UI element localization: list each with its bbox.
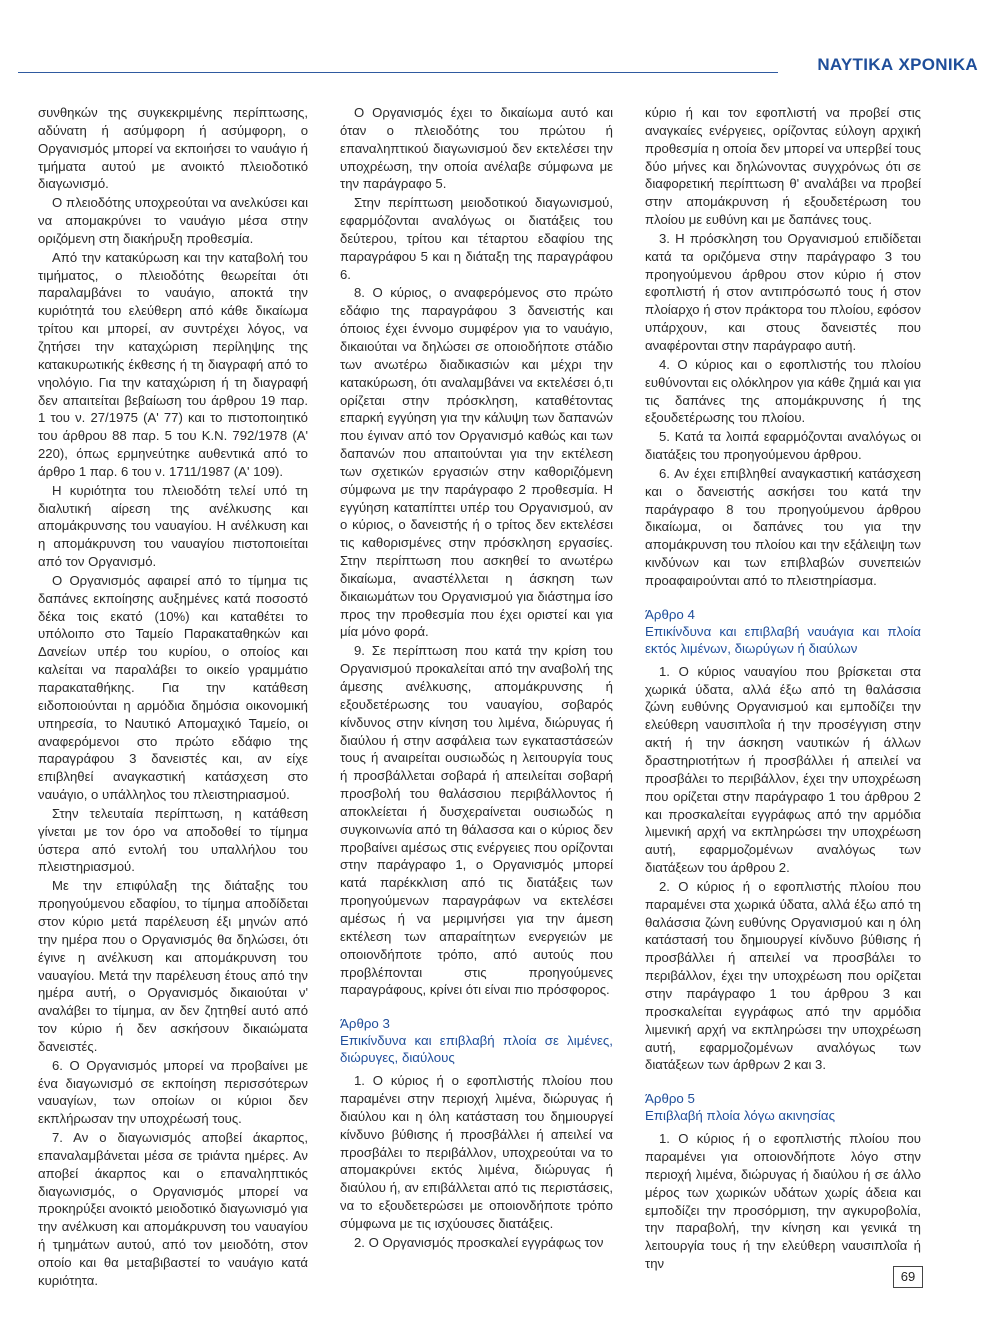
paragraph: 2. Ο Οργανισμός προσκαλεί εγγράφως τον [354,1234,604,1250]
column-2 [340,104,613,1253]
paragraph: Η κυριότητα του πλειοδότη τελεί υπό τη διαλυτική αίρεση της ανέλκυσης και απομάκρυνσης του ναυαγίου. Η ανέλκυση και η απομάκρυνση του ναυαγίου πιστοποιείται από τον Οργανισμό. [38,482,308,570]
paragraph: 1. Ο κύριος ή ο εφοπλιστής πλοίου που παραμένει στην περιοχή λιμένα, διώρυγας ή διαύλου και η όλη κατάσταση του δημιουργεί κίνδυνο βύθισης ή προσβάλλει ή απειλεί να προσβάλει το περιβάλλον, υποχρεούται να το απομακρύνει εκτός λιμένα, διώρυγας ή διαύλου ή, αν επιβάλλεται από τις περιστάσεις, να το εξουδετερώσει με οποιονδήποτε τρόπο σύμφωνα με τις ισχύουσες διατάξεις. [340,1073,613,1231]
article-number: Άρθρο 4 [645,606,695,622]
paragraph: 1. Ο κύριος ή ο εφοπλιστής πλοίου που παραμένει για οποιονδήποτε λόγο στην περιοχή λιμένα, διώρυγας ή διαύλου ή σε άλλο μέρος των χωρικών υδάτων χωρίς άδεια και εμποδίζει την προσόρμιση, την αγκυροβολία, την παραβολή, την κίνηση και γενικά τη λειτουργία τους ή την ελεύθερη ναυσιπλοΐα ή την [645,1131,921,1272]
article-title: Επικίνδυνα και επιβλαβή πλοία σε λιμένες, διώρυγες, διαύλους [340,1033,613,1066]
paragraph: Από την κατακύρωση και την καταβολή του τιμήματος, ο πλειοδότης θεωρείται ότι παραλαμβάνει το ναυάγιο, αποκτά την κυριότητά του ελεύθερη από κάθε δικαίωμα τρίτου και μπορεί, αν συντρέχει λόγος, να ζητήσει την καταχώριση περίληψης της κατακυρωτικής έκθεσης ή τη διαγραφή από το νηολόγιο. Για την καταχώριση ή τη διαγραφή δεν απαιτείται βεβαίωση του άρθρου 19 παρ. 1 του ν. 27/1975 (Α' 77) και το πιστοποιητικό του άρθρου 88 παρ. 5 του Κ.Ν. 792/1978 (Α' 220), όπως ερμηνεύτηκε αυθεντικά από το άρθρο 1 παρ. 6 του ν. 1711/1987 (Α' 109). [38,249,308,479]
paragraph: συνθηκών της συγκεκριμένης περίπτωσης, αδύνατη ή ασύμφορη ή ασύμφορη, ο Οργανισμός μπορεί να εκποιήσει το ναυάγιο ή τμήματα αυτού με ανοικτό πλειοδοτικό διαγωνισμό. [38,105,308,192]
paragraph: 1. Ο κύριος ναυαγίου που βρίσκεται στα χωρικά ύδατα, αλλά έξω από τη θαλάσσια ζώνη ευθύνης Οργανισμού και εμποδίζει την ελεύθερη ναυσιπλοΐα ή την προσέγγιση στην ακτή ή την άσκηση ναυτικών ή άλλων δραστηριοτήτων ή προσβάλλει ή απειλεί να προσβάλει το περιβάλλον, έχει την υποχρέωση που ορίζεται στην παράγραφο 1 του άρθρου 2 και προσκαλείται εγγράφως από την αρμόδια λιμενική αρχή να εκπληρώσει την υποχρέωση αυτή, εφαρμοζομένων αναλόγως των διατάξεων του άρθρου 2. [645,663,921,876]
paragraph: Ο Οργανισμός αφαιρεί από το τίμημα τις δαπάνες εκποίησης αυξημένες κατά ποσοστό δέκα τοις εκατό (10%) και καταθέτει το υπόλοιπο στο Ταμείο Παρακαταθηκών και Δανείων υπέρ του κυρίου, ο οποίος και καλείται να παραλάβει το οικείο γραμμάτιο παρακαταθήκης. Για την κατάθεση ειδοποιούνται η αρμόδια δημόσια οικονομική υπηρεσία, το Ναυτικό Απομαχικό Ταμείο, οι αναφερόμενοι στο πρώτο εδάφιο της παραγράφου 3 δανειστές και, αν είχε επιβληθεί αναγκαστική κατάσχεση στο ναυάγιο, ο υπάλληλος του πλειστηριασμού. [38,572,308,803]
paragraph: 2. Ο κύριος ή ο εφοπλιστής πλοίου που παραμένει στα χωρικά ύδατα, αλλά έξω από τη θαλάσσια ζώνη ευθύνης Οργανισμού και η όλη κατάστασή του δημιουργεί κίνδυνο βύθισης ή προσβάλλει ή απειλεί να προσβάλει το περιβάλλον, έχει την υποχρέωση που ορίζεται στην παράγραφο 1 του άρθρου 3 και προσκαλείται εγγράφως από την αρμόδια λιμενική αρχή να εκπληρώσει την υποχρέωση αυτή, εφαρμοζομένων αναλόγως των διατάξεων των άρθρων 2 και 3. [645,878,921,1073]
paragraph: Στην περίπτωση μειοδοτικού διαγωνισμού, εφαρμόζονται αναλόγως οι διατάξεις του δεύτερου, τρίτου και τέταρτου εδαφίου της παραγράφου 5 και η διάταξη της παραγράφου 6. [340,195,613,282]
magazine-title: ΝΑΥΤΙΚΑ ΧΡΟΝΙΚΑ [817,55,978,74]
header-rule [18,72,778,73]
paragraph: Με την επιφύλαξη της διάταξης του προηγούμενου εδαφίου, το τίμημα αποδίδεται στον κύριο μετά παρέλευση έξι μηνών από την ημέρα που ο Οργανισμός θα δηλώσει, ότι έγινε η ανέλκυση και απομάκρυνση του ναυαγίου. Μετά την παρέλευση έτους από την ημέρα αυτή, ο Οργανισμός δικαιούται ν' αναλάβει το τίμημα, αν δεν ζητηθεί αυτό από τον κύριο ή δεν ασκήσουν δικαιώματα δανειστές. [38,878,308,1054]
paragraph: 3. Η πρόσκληση του Οργανισμού επιδίδεται κατά τα οριζόμενα στην παράγραφο 3 του προηγούμενου άρθρου στον κύριο ή στον εφοπλιστή ή στον αντιπρόσωπό τους ή στον πλοίαρχο ή στον πράκτορα του πλοίου, εφόσον υπάρχουν, και στους δανειστές που αναφέρονται στην παράγραφο αυτή. [645,230,921,353]
paragraph: κύριο ή και τον εφοπλιστή να προβεί στις αναγκαίες ενέργειες, ορίζοντας εύλογη αρχική προθεσμία η οποία δεν μπορεί να υπερβεί τους δύο μήνες και δηλώνοντας συγχρόνως ότι σε διαφορετική περίπτωση θ' αναλάβει να προβεί στην απομάκρυνση ή εξουδετέρωση του πλοίου με ευθύνη και με δαπάνες τους. [645,105,921,228]
column-1 [38,104,308,1291]
article-number: Άρθρο 3 [340,1016,390,1032]
paragraph: 9. Σε περίπτωση που κατά την κρίση του Οργανισμού προκαλείται από την αναβολή της άμεσης ανέλκυσης, απομάκρυνσης ή εξουδετέρωσης του ναυαγίου, σοβαρός κίνδυνος στην κίνηση του λιμένα, διώρυγας ή διαύλου ή στην ασφάλεια των εγκαταστάσεών τους ή αναιρείται ουσιωδώς η λειτουργία τους ή προσβάλλεται σοβαρά ή απειλείται σοβαρή προσβολή του θαλάσσιου περιβάλλοντος ή αποκλείεται ή δυσχεραίνεται ουσιωδώς η συγκοινωνία από τη θάλασσα και ο κύριος δεν προβαίνει αμέσως στις ενέργειες που ορίζονται στην παράγραφο 1, ο Οργανισμός μπορεί κατά παρέκκλιση από τις διατάξεις των προηγούμενων παραγράφων να εκτελέσει αμέσως ή να μεριμνήσει για την άμεση εκτέλεση των απαραίτητων ενεργειών με οποιονδήποτε τρόπο, από αυτούς που προβλέπονται στις προηγούμενες παραγράφους, κρίνει ότι είναι πιο πρόσφορος. [340,643,613,998]
article-5-heading [645,1090,921,1124]
paragraph: Ο Οργανισμός έχει το δικαίωμα αυτό και όταν ο πλειοδότης του πρώτου ή επαναληπτικού διαγωνισμού δεν εκτελέσει την υποχρέωση, την οποία ανέλαβε σύμφωνα με την παράγραφο 5. [340,105,613,192]
paragraph: 6. Ο Οργανισμός μπορεί να προβαίνει με ένα διαγωνισμό σε εκποίηση περισσότερων ναυαγίων, των οποίων οι κύριοι δεν εκπλήρωσαν την υποχρέωσή τους. [38,1057,308,1127]
article-title: Επικίνδυνα και επιβλαβή ναυάγια και πλοία εκτός λιμένων, διωρύγων ή διαύλων [645,623,921,656]
article-number: Άρθρο 5 [645,1091,695,1107]
article-3-heading [340,1015,613,1066]
paragraph: 5. Κατά τα λοιπά εφαρμόζονται αναλόγως οι διατάξεις του προηγούμενου άρθρου. [645,429,921,463]
paragraph: 6. Αν έχει επιβληθεί αναγκαστική κατάσχεση και ο δανειστής ασκήσει του κατά την παράγραφο 8 του προηγούμενου άρθρου δικαίωμα, οι δαπάνες του για την απομάκρυνση του πλοίου και την εξάλειψη των κινδύνων και των επιβλαβών συνεπειών προαφαιρούνται από το πλειστηρίασμα. [645,465,921,588]
paragraph: Στην τελευταία περίπτωση, η κατάθεση γίνεται με τον όρο να αποδοθεί το τίμημα ύστερα από εντολή του υπαλλήλου του πλειστηριασμού. [38,805,308,875]
column-3 [645,104,921,1274]
article-title: Επιβλαβή πλοία λόγω ακινησίας [645,1108,836,1124]
article-4-heading [645,606,921,657]
paragraph: Ο πλειοδότης υποχρεούται να ανελκύσει και να απομακρύνει το ναυάγιο μέσα στην οριζόμενη στη διακήρυξη προθεσμία. [38,195,308,246]
paragraph: 8. Ο κύριος, ο αναφερόμενος στο πρώτο εδάφιο της παραγράφου 3 δανειστής και όποιος έχει έννομο συμφέρον για το ναυάγιο, δικαιούται να δηλώσει σε οποιοδήποτε στάδιο των ανωτέρω διαδικασιών και μέχρι την κατακύρωση, ότι αναλαμβάνει να εκτελέσει ό,τι ορίζεται στην πρόσκληση, καταθέτοντας επαρκή εγγύηση για την κάλυψη των δαπανών που έγιναν από τον Οργανισμό καθώς και των δαπανών που απαιτούνται για την εκτέλεση των σχετικών εργασιών στην καθοριζόμενη σύμφωνα με την παράγραφο 2 προθεσμία. Η εγγύηση καταπίπτει υπέρ του Οργανισμού, αν ο κύριος, ο δανειστής ή ο τρίτος δεν εκτελέσει τις καθορισμένες στην πρόσκληση εργασίες. Στην περίπτωση που ασκηθεί το ανωτέρω δικαίωμα, αναστέλλεται η άσκηση των δικαιωμάτων του Οργανισμού για διάστημα ίσο προς την προθεσμία που έχει οριστεί και για μία μόνο φορά. [340,285,613,640]
paragraph: 4. Ο κύριος και ο εφοπλιστής του πλοίου ευθύνονται εις ολόκληρον για κάθε ζημιά και για τις δαπάνες της απομάκρυνσης ή της εξουδετέρωσης του πλοίου. [645,356,921,426]
page-number: 69 [893,1266,923,1288]
paragraph: 7. Αν ο διαγωνισμός αποβεί άκαρπος, επαναλαμβάνεται μέσα σε τριάντα ημέρες. Αν αποβεί άκαρπος και ο επαναληπτικός διαγωνισμός, ο Οργανισμός μπορεί να προκηρύξει ανοικτό μειοδοτικό διαγωνισμό για την ανέλκυση και απομάκρυνση του ναυαγίου ή τμημάτων αυτού, από τον μειοδότη, στον οποίο και θα μεταβιβαστεί το ναυάγιο κατά κυριότητα. [38,1130,308,1288]
